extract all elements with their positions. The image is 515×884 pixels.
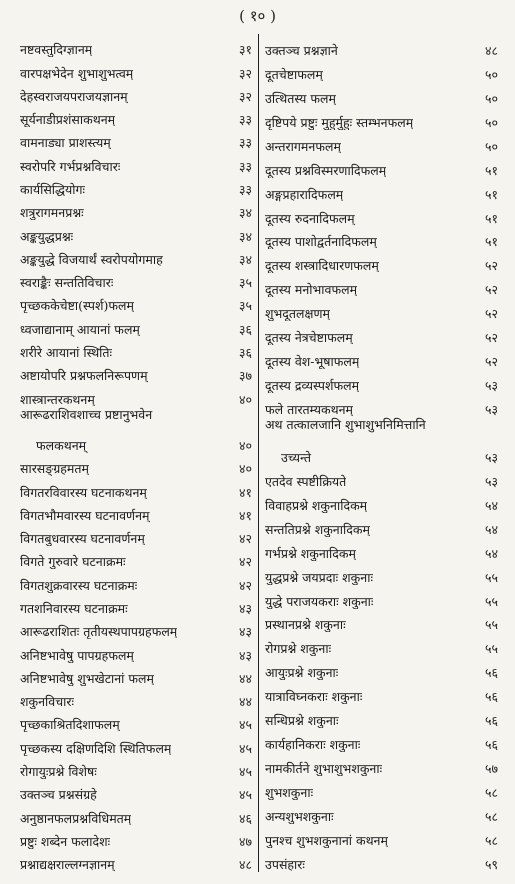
toc-entry	[265, 728, 498, 752]
entry-title: दूतस्य प्रश्नविस्मरणादिफलम्	[265, 162, 387, 178]
entry-title: उपसंहारः	[265, 856, 305, 872]
toc-entry	[265, 393, 498, 417]
entry-page-number: ४५	[238, 740, 252, 756]
entry-title: पृच्छकस्य दक्षिणदिशि स्थितिफलम्	[20, 740, 172, 756]
page-number: ( १० )	[239, 7, 276, 25]
entry-title-continued: फलकथनम्	[36, 438, 87, 454]
entry-title: अङ्कयुद्धप्रश्नः	[20, 228, 74, 244]
entry-page-number: ३२	[238, 88, 252, 104]
toc-entry	[265, 249, 498, 273]
entry-page-number: ५४	[484, 497, 498, 513]
entry-page-number: ५५	[484, 641, 498, 657]
entry-page-number: ५०	[484, 114, 498, 130]
toc-entry	[265, 800, 498, 824]
toc-entry	[20, 802, 252, 825]
toc-entry	[265, 345, 498, 369]
entry-title: उक्तञ्च प्रश्नसंग्रहे	[20, 787, 97, 803]
toc-entry	[265, 106, 498, 130]
entry-page-number: ५६	[484, 689, 498, 705]
toc-entry	[265, 656, 498, 680]
entry-page-number: ४०	[238, 438, 252, 454]
toc-entry	[265, 537, 498, 561]
toc-entry	[265, 202, 498, 226]
entry-title: स्वराङ्कैः सन्ततिविचारः	[20, 275, 114, 291]
entry-page-number: ३३	[238, 135, 252, 151]
entry-title: दूतस्य द्रव्यस्पर्शफलम्	[265, 378, 360, 394]
toc-entry	[265, 273, 498, 297]
toc-entry	[265, 178, 498, 202]
toc-entry	[265, 465, 498, 489]
entry-title: आयुःप्रश्ने शकुनाः	[265, 665, 339, 681]
toc-entry	[265, 34, 498, 58]
entry-page-number: ५८	[484, 832, 498, 848]
toc-entry	[20, 290, 252, 313]
toc-entry	[20, 220, 252, 243]
entry-title: दूतस्य नेत्रचेष्टाफलम्	[265, 330, 353, 346]
toc-entry	[20, 732, 252, 755]
entry-title: देहस्वराजयपराजयज्ञानम्	[20, 88, 128, 104]
entry-title: अन्यशुभशकुनाः	[265, 808, 334, 824]
entry-title: दूतस्य मनोभावफलम्	[265, 282, 358, 298]
entry-page-number: ५६	[484, 713, 498, 729]
entry-title: अनुष्ठानफलप्रश्नविधिमतम्	[20, 810, 132, 826]
entry-title: वामनाड्या प्राशस्त्यम्	[20, 135, 111, 151]
toc-entry	[265, 561, 498, 585]
entry-title: युद्धे पराजयकराः शकुनाः	[265, 593, 374, 609]
entry-title: दूतचेष्टाफलम्	[265, 66, 323, 82]
entry-title: रोगप्रश्ने शकुनाः	[265, 641, 332, 657]
entry-page-number: ५३	[484, 378, 498, 394]
entry-title: युद्धप्रश्ने जयप्रदाः शकुनाः	[265, 569, 373, 585]
entry-page-number: ५९	[484, 856, 498, 872]
entry-page-number: ४८	[484, 42, 498, 58]
toc-entry	[265, 58, 498, 82]
entry-title: विगतशुक्रवारस्य घटनाक्रमः	[20, 577, 138, 593]
entry-title: अङ्गप्रहारादिफलम्	[265, 186, 344, 202]
toc-entry	[20, 639, 252, 662]
toc-entry	[265, 297, 498, 321]
entry-title: गतशनिवारस्य घटनाक्रमः	[20, 601, 128, 617]
entry-page-number: ५१	[484, 210, 498, 226]
entry-title: प्रस्थानप्रश्ने शकुनाः	[265, 617, 346, 633]
entry-page-number: ५७	[484, 761, 498, 777]
entry-page-number: ५२	[484, 354, 498, 370]
entry-page-number: ३६	[238, 321, 252, 337]
toc-left-column	[20, 34, 259, 872]
entry-title: अन्तरागमनफलम्	[265, 138, 341, 154]
entry-title: अथ तत्कालजानि शुभाशुभनिमित्तानि	[265, 417, 426, 432]
entry-page-number: ५१	[484, 186, 498, 202]
entry-page-number: ४०	[238, 391, 252, 407]
toc-entry	[20, 267, 252, 290]
toc-entry	[265, 130, 498, 154]
entry-page-number: ५२	[484, 330, 498, 346]
toc-entry	[20, 453, 252, 476]
toc-entry	[20, 174, 252, 197]
toc-entry	[20, 360, 252, 383]
entry-title: आरूढराशितः तृतीयस्थपापग्रहफलम्	[20, 624, 178, 640]
entry-title: विगतरविवारस्य घटनाकथनम्	[20, 484, 147, 500]
entry-title: सन्धिप्रश्ने शकुनाः	[265, 713, 339, 729]
entry-page-number: ५४	[484, 545, 498, 561]
entry-title: उक्तञ्च प्रश्नज्ञाने	[265, 42, 338, 58]
entry-title: सूर्यनाडीप्रशंसाकथनम्	[20, 112, 116, 128]
toc-entry	[20, 616, 252, 639]
entry-page-number: ३४	[238, 251, 252, 267]
entry-title: दूतस्य वेश-भूषाफलम्	[265, 354, 360, 370]
entry-page-number: ५५	[484, 617, 498, 633]
entry-page-number: ४८	[238, 857, 252, 873]
toc-entry	[265, 154, 498, 178]
toc-entry	[265, 704, 498, 728]
entry-page-number: ४३	[238, 647, 252, 663]
entry-title: शत्रुरागमनप्रश्नः	[20, 205, 84, 221]
entry-page-number: ४१	[238, 484, 252, 500]
toc-entry	[20, 709, 252, 732]
toc-entry	[265, 417, 498, 465]
toc-entry	[20, 407, 252, 454]
entry-page-number: ३५	[238, 298, 252, 314]
entry-title: सन्ततिप्रश्ने शकुनादिकम्	[265, 521, 370, 537]
entry-page-number: ५१	[484, 234, 498, 250]
entry-title: विवाहप्रश्ने शकुनादिकम्	[265, 497, 368, 513]
toc-entry	[265, 489, 498, 513]
entry-title: दूतस्य शस्त्रादिधारणफलम्	[265, 258, 379, 274]
toc-entry	[20, 593, 252, 616]
entry-page-number: ५२	[484, 282, 498, 298]
entry-title: विगते गुरुवारे घटनाक्रमः	[20, 554, 126, 570]
entry-title: प्रश्नाद्यक्षराल्लग्नज्ञानम्	[20, 857, 115, 873]
entry-page-number: ४३	[238, 601, 252, 617]
toc-entry	[20, 127, 252, 150]
entry-title: रोगायुःप्रश्ने विशेषः	[20, 764, 97, 779]
entry-title: नामकीर्तने शुभाशुभशकुनाः	[265, 761, 383, 777]
entry-title: पृच्छककेचेष्टा(स्पर्श)फलम्	[20, 298, 134, 314]
entry-page-number: ४२	[238, 577, 252, 593]
entry-page-number: ३३	[238, 112, 252, 128]
entry-page-number: ४५	[238, 717, 252, 733]
toc-entry	[265, 824, 498, 848]
toc-right-column	[259, 34, 498, 872]
entry-page-number: ४०	[238, 461, 252, 477]
entry-title: दूतस्य पाशोद्वर्तनादिफलम्	[265, 234, 377, 250]
toc-entry	[265, 752, 498, 776]
entry-page-number: ५८	[484, 785, 498, 801]
entry-title: अनिष्टभावेषु शुभखेटानां फलम्	[20, 670, 154, 686]
toc-entry	[265, 609, 498, 633]
toc-entry	[265, 680, 498, 704]
toc-entry	[265, 321, 498, 345]
entry-page-number: ३४	[238, 205, 252, 221]
entry-page-number: ५३	[484, 473, 498, 489]
entry-page-number: ४४	[238, 670, 252, 686]
entry-title: विगतबुधवारस्य घटनावर्णनम्	[20, 531, 145, 547]
entry-title: अष्टायोपरि प्रश्नफलनिरूपणम्	[20, 368, 148, 384]
toc-entry	[20, 523, 252, 546]
entry-page-number: ५६	[484, 665, 498, 681]
entry-title: कार्यसिद्धियोगः	[20, 181, 86, 197]
entry-title: अङ्कयुद्धे विजयार्थं स्वरोपयोगमाह	[20, 251, 163, 267]
entry-page-number: ५५	[484, 593, 498, 609]
entry-title: नष्टवस्तुदिग्ज्ञानम्	[20, 42, 93, 58]
entry-page-number: ३५	[238, 275, 252, 291]
toc-entry	[20, 500, 252, 523]
entry-page-number: ३१	[238, 42, 252, 58]
toc-entry	[265, 82, 498, 106]
toc-entry	[20, 686, 252, 709]
toc-entry	[20, 57, 252, 80]
toc-entry	[265, 369, 498, 393]
table-of-contents	[20, 34, 498, 872]
entry-title: एतदेव स्पष्टीक्रियते	[265, 473, 347, 489]
entry-title: अनिष्टभावेषु पापग्रहफलम्	[20, 647, 134, 663]
toc-entry	[20, 197, 252, 220]
toc-entry	[265, 848, 498, 872]
toc-entry	[265, 632, 498, 656]
entry-title: पुनश्च शुभशकुनानां कथनम्	[265, 832, 388, 848]
entry-page-number: ५०	[484, 66, 498, 82]
entry-title: प्रष्टुः शब्देन फलादेशः	[20, 833, 111, 849]
entry-page-number: ५४	[484, 521, 498, 537]
entry-page-number: ४३	[238, 624, 252, 640]
entry-title: वारपक्षभेदेन शुभाशुभत्वम्	[20, 65, 134, 81]
entry-page-number: ४१	[238, 507, 252, 523]
toc-entry	[20, 244, 252, 267]
entry-page-number: ५३	[484, 449, 498, 465]
toc-entry	[20, 150, 252, 173]
entry-page-number: ४६	[238, 810, 252, 826]
toc-entry	[265, 585, 498, 609]
entry-page-number: ३२	[238, 65, 252, 81]
entry-title: शास्त्रान्तरकथनम्	[20, 391, 95, 407]
entry-title: गर्भप्रश्ने शकुनादिकम्	[265, 545, 356, 561]
entry-page-number: ४५	[238, 787, 252, 803]
toc-entry	[20, 104, 252, 127]
entry-page-number: ५८	[484, 808, 498, 824]
entry-page-number: ५१	[484, 162, 498, 178]
toc-entry	[20, 826, 252, 849]
toc-entry	[20, 546, 252, 569]
entry-page-number: ५६	[484, 737, 498, 753]
entry-page-number: ५३	[484, 402, 498, 417]
entry-title: पृच्छकाश्रितदिशाफलम्	[20, 717, 120, 733]
toc-entry	[20, 849, 252, 872]
entry-title: आरूढराशिवशाच्च प्रष्टानुभवेन	[20, 406, 153, 422]
entry-page-number: ३३	[238, 158, 252, 174]
entry-title: शरीरे आयानां स्थितिः	[20, 344, 113, 360]
toc-entry	[20, 81, 252, 104]
entry-page-number: ४२	[238, 554, 252, 570]
toc-entry	[20, 663, 252, 686]
entry-page-number: ५२	[484, 258, 498, 274]
entry-title: दूतस्य रुदनादिफलम्	[265, 210, 355, 226]
toc-entry	[20, 779, 252, 802]
entry-title: सारसङ्ग्रहमतम्	[20, 461, 89, 477]
toc-entry	[265, 776, 498, 800]
entry-title: फले तारतम्यकथनम्	[265, 402, 353, 417]
entry-page-number: ३३	[238, 181, 252, 197]
toc-entry	[20, 337, 252, 360]
toc-entry	[265, 226, 498, 250]
entry-title: ध्वजाद्यानाम् आयानां फलम्	[20, 321, 140, 337]
entry-page-number: ५२	[484, 306, 498, 322]
entry-title: शुभदूतलक्षणम्	[265, 306, 331, 322]
toc-entry	[20, 476, 252, 499]
entry-page-number: ३६	[238, 344, 252, 360]
entry-title: विगतभौमवारस्य घटनावर्णनम्	[20, 507, 150, 523]
entry-title-continued: उच्यन्ते	[281, 449, 312, 465]
entry-title: स्वरोपरि गर्भप्रश्नविचारः	[20, 158, 121, 174]
entry-title: कार्यहानिकराः शकुनाः	[265, 737, 361, 753]
toc-entry	[20, 383, 252, 406]
entry-page-number: ३४	[238, 228, 252, 244]
toc-entry	[20, 756, 252, 779]
entry-page-number: ४२	[238, 531, 252, 547]
toc-entry	[265, 513, 498, 537]
entry-title: दृष्टिपये प्रष्टुः मुहुर्मुहुः स्तम्भनफलम्	[265, 114, 414, 130]
entry-title: शकुनविचारः	[20, 694, 75, 710]
entry-page-number: ५०	[484, 138, 498, 154]
entry-page-number: ५५	[484, 569, 498, 585]
toc-entry	[20, 313, 252, 336]
entry-page-number: ३७	[238, 368, 252, 384]
entry-title: यात्राविघ्नकराः शकुनाः	[265, 689, 363, 705]
entry-page-number: ५०	[484, 90, 498, 106]
entry-page-number: ४४	[238, 694, 252, 710]
entry-page-number: ४५	[238, 764, 252, 779]
toc-entry	[20, 569, 252, 592]
entry-title: शुभशकुनाः	[265, 785, 314, 801]
entry-title: उत्थितस्य फलम्	[265, 90, 336, 106]
entry-page-number: ४७	[238, 833, 252, 849]
toc-entry	[20, 34, 252, 57]
